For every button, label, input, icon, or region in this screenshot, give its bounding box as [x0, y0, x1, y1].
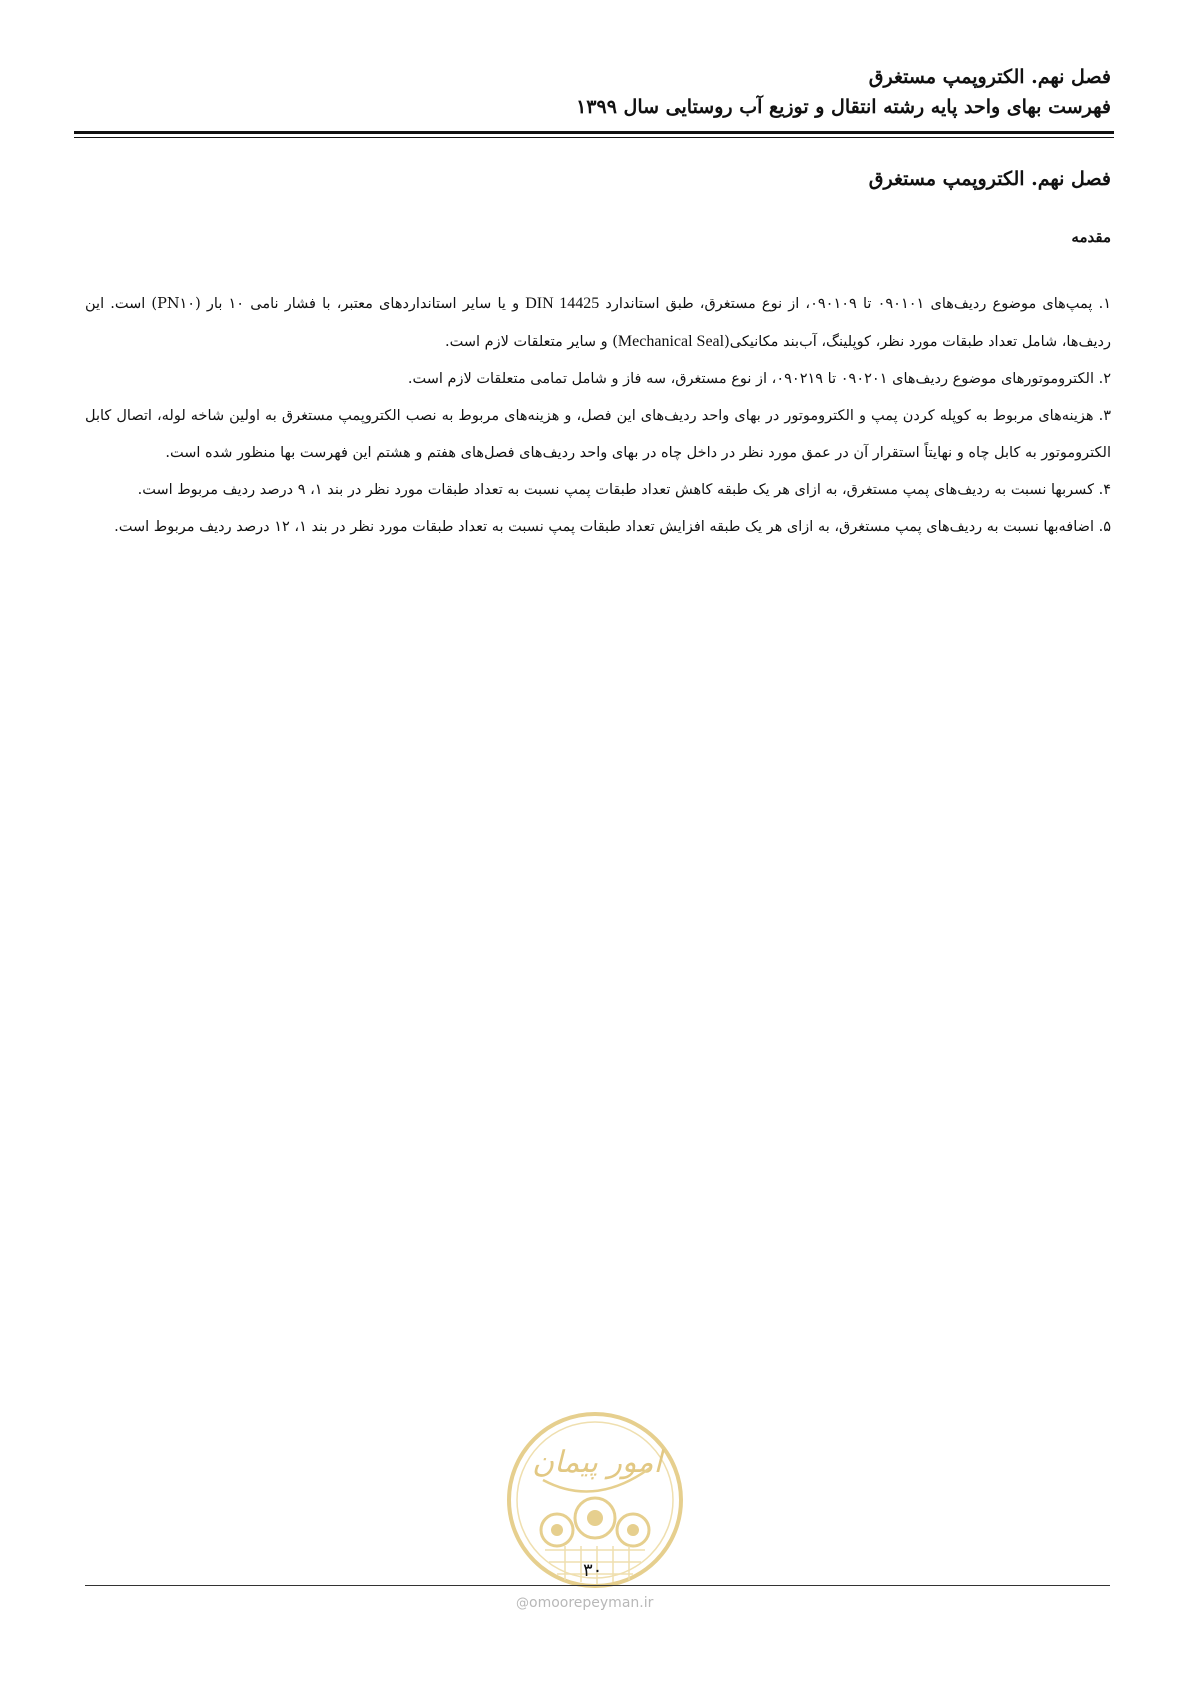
paragraph-1-part-c: ) و سایر متعلقات لازم است.	[444, 334, 618, 350]
paragraph-2: ۲. الکتروموتورهای موضوع ردیف‌های ۰۹۰۲۰۱ تا ۰۹۰۲۱۹، از نوع مستغرق، سه فاز و شامل تمامی متعلقات لازم است.	[407, 371, 1111, 387]
paragraph-4: ۴. کسربها نسبت به ردیف‌های پمپ مستغرق، به ازای هر یک طبقه کاهش تعداد طبقات پمپ نسبت به تعداد طبقات مورد نظر در بند ۱، ۹ درصد ردیف مربوط است.	[137, 482, 1111, 498]
page-header	[76, 62, 1111, 122]
document-body	[85, 285, 1111, 546]
footer-url	[516, 1595, 653, 1611]
header-chapter-title: فصل نهم. الکتروپمپ مستغرق	[868, 66, 1111, 88]
section-title: فصل نهم. الکتروپمپ مستغرق	[868, 168, 1111, 190]
header-document-title: فهرست بهای واحد پایه رشته انتقال و توزیع آب روستایی سال ۱۳۹۹	[576, 96, 1111, 118]
header-rule-thin	[74, 137, 1114, 138]
watermark-script: امور پیمان	[532, 1445, 662, 1480]
mechanical-seal-term: Mechanical Seal	[617, 333, 725, 350]
paragraph-1-part-b: و یا سایر استانداردهای معتبر، با فشار نامی ۱۰ بار (PN۱۰) است. این ردیف‌ها، شامل تعداد طبقات مورد نظر، کوپلینگ، آب‌بند مکانیکی(	[85, 296, 1111, 350]
at-icon: @	[516, 1596, 529, 1611]
footer-url-text: omoorepeyman.ir	[529, 1595, 654, 1611]
footer-rule	[85, 1585, 1110, 1586]
paragraph-3: ۳. هزینه‌های مربوط به کوپله کردن پمپ و الکتروموتور در بهای واحد ردیف‌های این فصل، و هزینه‌های مربوط به نصب الکتروپمپ مستغرق به اولین شاخه لوله، اتصال کابل الکتروموتور به کابل چاه و نهایتاً استقرار آن در عمق مورد نظر در داخل چاه در بهای واحد ردیف‌های فصل‌های هفتم و هشتم این فهرست بها منظور شده است.	[85, 408, 1111, 461]
din-standard: DIN 14425	[525, 295, 600, 312]
introduction-heading: مقدمه	[1071, 228, 1111, 246]
paragraph-1-part-a: ۱. پمپ‌های موضوع ردیف‌های ۰۹۰۱۰۱ تا ۰۹۰۱۰۹، از نوع مستغرق، طبق استاندارد	[605, 296, 1112, 312]
paragraph-1	[85, 285, 1111, 361]
paragraph-5: ۵. اضافه‌بها نسبت به ردیف‌های پمپ مستغرق، به ازای هر یک طبقه افزایش تعداد طبقات پمپ نسبت به تعداد طبقات مورد نظر در بند ۱، ۱۲ درصد ردیف مربوط است.	[114, 519, 1111, 535]
page-number: ۳۰	[583, 1560, 603, 1581]
header-rule-thick	[74, 131, 1114, 134]
